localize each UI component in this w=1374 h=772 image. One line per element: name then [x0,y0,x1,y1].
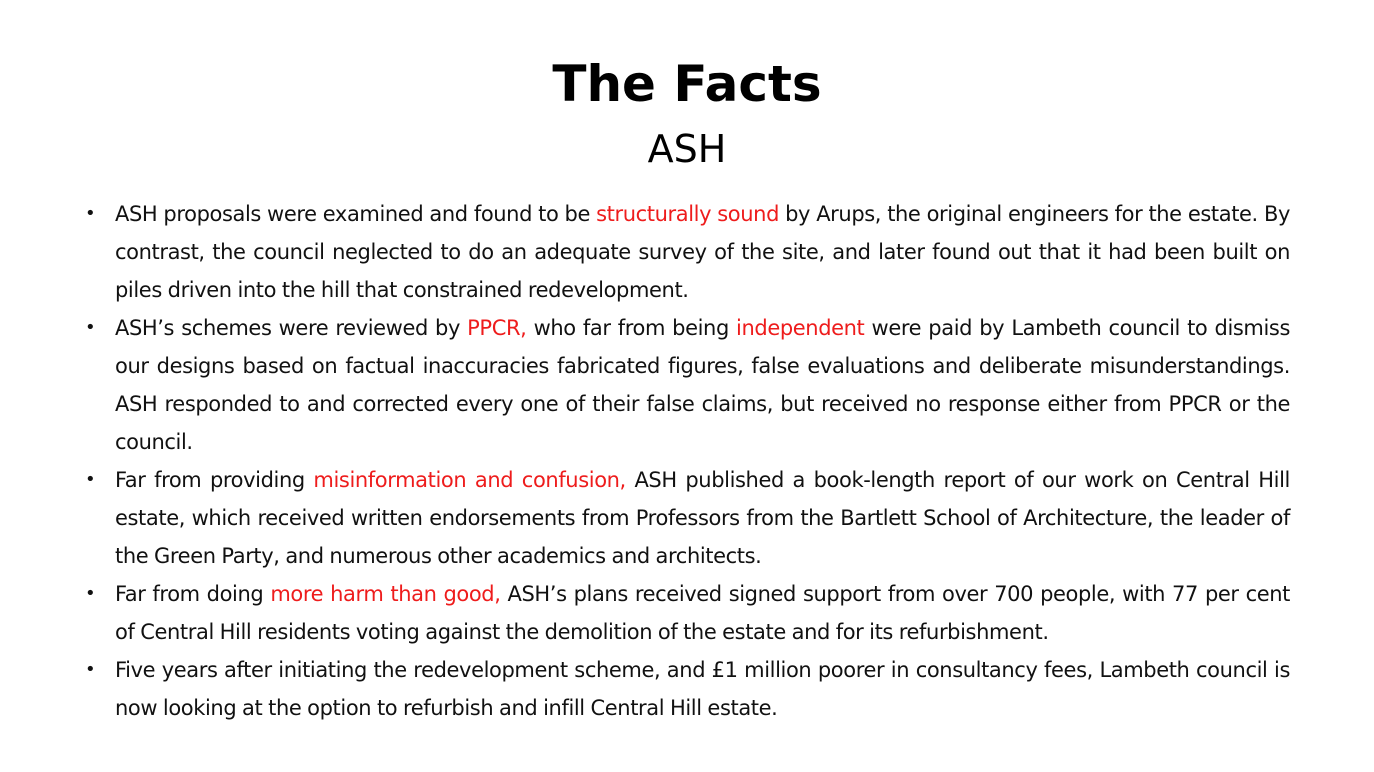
fact-text: ASH published a book-length report of our work on Central Hill estate, which received written endorsements from Professors from the Bartlett School of Architecture, the leader of the Green Party, and numerous other academics and architects. [115,468,1290,568]
bullet-icon: • [85,469,96,490]
fact-item-3 [80,461,1290,575]
bullet-icon: • [85,659,96,680]
fact-item-5 [80,651,1290,727]
bullet-icon: • [85,583,96,604]
fact-text: Five years after initiating the redevelopment scheme, and £1 million poorer in consultancy fees, Lambeth council is now looking at the option to refurbish and infill Central Hill estate. [115,658,1290,720]
fact-highlight: misinformation and confusion, [313,468,626,492]
fact-text: ASH’s plans received signed support from over 700 people, with 77 per cent of Central Hill residents voting against the demolition of the estate and for its refurbishment. [115,582,1291,644]
fact-highlight: PPCR, [467,316,527,340]
fact-highlight: structurally sound [596,202,779,226]
fact-item-4 [80,575,1290,651]
fact-highlight: more harm than good, [270,582,501,606]
fact-text: Far from providing [115,468,314,492]
bullet-icon: • [85,317,96,338]
fact-text: ASH’s schemes were reviewed by [115,316,468,340]
fact-text: by Arups, the original engineers for the estate. By contrast, the council neglected to do an adequate survey of the site, and later found out that it had been built on piles driven into the hill that constrained redevelopment. [115,202,1290,302]
fact-item-1 [80,195,1290,309]
fact-item-2 [80,309,1290,461]
fact-highlight: independent [736,316,865,340]
fact-text: were paid by Lambeth council to dismiss our designs based on factual inaccuracies fabricated figures, false evaluations and deliberate misunderstandings. ASH responded to and corrected every one of their false claims, but received no response either from PPCR or the council. [115,316,1291,454]
fact-text: who far from being [526,316,737,340]
fact-text: ASH proposals were examined and found to be [115,202,597,226]
fact-text: Far from doing [115,582,271,606]
fact-list [80,195,1290,727]
slide-subtitle: ASH [647,127,727,171]
slide-title: The Facts [552,55,822,113]
bullet-icon: • [85,203,96,224]
